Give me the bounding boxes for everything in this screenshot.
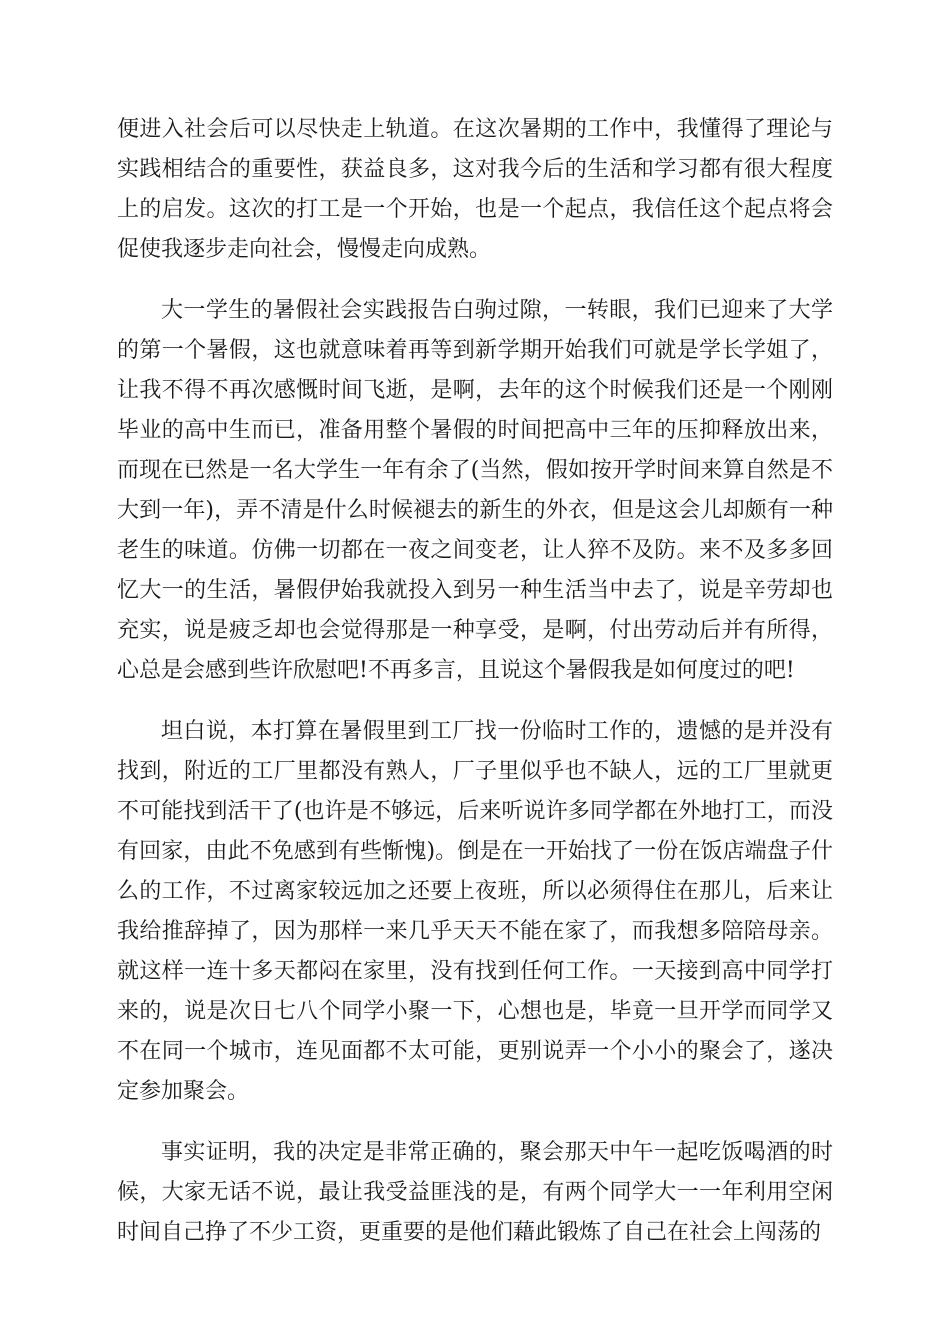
paragraph-report-intro: 大一学生的暑假社会实践报告白驹过隙，一转眼，我们已迎来了大学的第一个暑假，这也就意味着再等到新学期开始我们可就是学长学姐了，让我不得不再次感慨时间飞逝，是啊，去年的这个时候我们还是一个刚刚毕业的高中生而已，准备用整个暑假的时间把高中三年的压抑释放出来，而现在已然是一名大学生一年有余了(当然，假如按开学时间来算自然是不大到一年)，弄不清是什么时候褪去的新生的外衣，但是这会儿却颇有一种老生的味道。仿佛一切都在一夜之间变老，让人猝不及防。来不及多多回忆大一的生活，暑假伊始我就投入到另一种生活当中去了，说是辛劳却也充实，说是疲乏却也会觉得那是一种享受，是啊，付出劳动后并有所得，心总是会感到些许欣慰吧!不再多言，且说这个暑假我是如何度过的吧! <box>117 298 833 683</box>
paragraph-gathering: 事实证明，我的决定是非常正确的，聚会那天中午一起吃饭喝酒的时候，大家无话不说，最让我受益匪浅的是，有两个同学大一一年利用空闲时间自己挣了不少工资，更重要的是他们藉此锻炼了自己在社会上闯荡的 <box>117 1140 833 1245</box>
paragraph-continuation: 便进入社会后可以尽快走上轨道。在这次暑期的工作中，我懂得了理论与实践相结合的重要性，获益良多，这对我今后的生活和学习都有很大程度上的启发。这次的打工是一个开始，也是一个起点，我信任这个起点将会促使我逐步走向社会，慢慢走向成熟。 <box>117 117 833 262</box>
document-page <box>117 110 833 1274</box>
paragraph-job-search: 坦白说，本打算在暑假里到工厂找一份临时工作的，遗憾的是并没有找到，附近的工厂里都没有熟人，厂子里似乎也不缺人，远的工厂里就更不可能找到活干了(也许是不够远，后来听说许多同学都在外地打工，而没有回家，由此不免感到有些惭愧)。倒是在一开始找了一份在饭店端盘子什么的工作，不过离家较远加之还要上夜班，所以必须得住在那儿，后来让我给推辞掉了，因为那样一来几乎天天不能在家了，而我想多陪陪母亲。就这样一连十多天都闷在家里，没有找到任何工作。一天接到高中同学打来的，说是次日七八个同学小聚一下，心想也是，毕竟一旦开学而同学又不在同一个城市，连见面都不太可能，更别说弄一个小小的聚会了，遂决定参加聚会。 <box>117 719 833 1104</box>
